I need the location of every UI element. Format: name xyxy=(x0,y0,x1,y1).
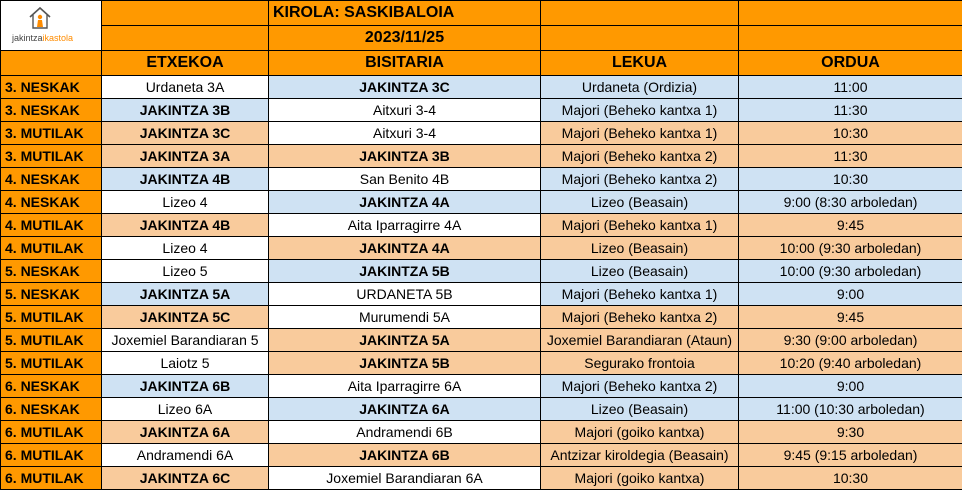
table-row xyxy=(1,99,962,122)
table-row xyxy=(1,421,962,444)
home-team-cell: Lizeo 4 xyxy=(102,191,269,214)
time-cell: 10:00 (9:30 arboledan) xyxy=(739,260,962,283)
title-row xyxy=(1,1,962,26)
home-team-cell: JAKINTZA 3C xyxy=(102,122,269,145)
category-cell: 5. MUTILAK xyxy=(1,306,102,329)
location-cell: Majori (Beheko kantxa 1) xyxy=(541,214,739,237)
location-cell: Majori (goiko kantxa) xyxy=(541,467,739,490)
category-cell: 5. MUTILAK xyxy=(1,329,102,352)
location-cell: Lizeo (Beasain) xyxy=(541,398,739,421)
location-cell: Lizeo (Beasain) xyxy=(541,237,739,260)
time-cell: 11:30 xyxy=(739,145,962,168)
table-row xyxy=(1,352,962,375)
time-cell: 9:45 (9:15 arboledan) xyxy=(739,444,962,467)
visitor-team-cell: JAKINTZA 5B xyxy=(269,352,541,375)
column-header-row xyxy=(1,51,962,76)
home-team-cell: Joxemiel Barandiaran 5 xyxy=(102,329,269,352)
table-row xyxy=(1,444,962,467)
location-cell: Majori (goiko kantxa) xyxy=(541,421,739,444)
visitor-team-cell: JAKINTZA 6A xyxy=(269,398,541,421)
sport-title: KIROLA: SASKIBALOIA xyxy=(269,1,541,26)
time-cell: 9:45 xyxy=(739,214,962,237)
category-cell: 3. MUTILAK xyxy=(1,122,102,145)
header-empty-cell xyxy=(739,1,962,26)
table-row xyxy=(1,122,962,145)
location-cell: Urdaneta (Ordizia) xyxy=(541,76,739,99)
table-row xyxy=(1,168,962,191)
table-row xyxy=(1,306,962,329)
table-row xyxy=(1,375,962,398)
home-team-cell: JAKINTZA 6A xyxy=(102,421,269,444)
date-row xyxy=(1,26,962,51)
category-cell: 4. NESKAK xyxy=(1,191,102,214)
visitor-team-cell: Aita Iparragirre 6A xyxy=(269,375,541,398)
home-team-cell: JAKINTZA 4B xyxy=(102,168,269,191)
category-cell: 6. MUTILAK xyxy=(1,467,102,490)
category-cell: 5. MUTILAK xyxy=(1,352,102,375)
visitor-team-cell: JAKINTZA 3B xyxy=(269,145,541,168)
home-team-cell: Andramendi 6A xyxy=(102,444,269,467)
home-team-cell: Laiotz 5 xyxy=(102,352,269,375)
category-cell: 3. NESKAK xyxy=(1,76,102,99)
category-cell: 5. NESKAK xyxy=(1,260,102,283)
location-cell: Majori (Beheko kantxa 2) xyxy=(541,306,739,329)
category-cell: 4. MUTILAK xyxy=(1,214,102,237)
table-row xyxy=(1,214,962,237)
home-team-cell: Lizeo 4 xyxy=(102,237,269,260)
table-row xyxy=(1,398,962,421)
location-cell: Antzizar kiroldegia (Beasain) xyxy=(541,444,739,467)
category-cell: 3. MUTILAK xyxy=(1,145,102,168)
date-label: 2023/11/25 xyxy=(269,26,541,51)
time-cell: 11:30 xyxy=(739,99,962,122)
location-cell: Majori (Beheko kantxa 1) xyxy=(541,99,739,122)
column-header-ordua: ORDUA xyxy=(739,51,962,76)
table-row xyxy=(1,76,962,99)
header-empty-cell xyxy=(541,26,739,51)
category-cell: 3. NESKAK xyxy=(1,99,102,122)
column-header-bisitaria: BISITARIA xyxy=(269,51,541,76)
location-cell: Majori (Beheko kantxa 2) xyxy=(541,168,739,191)
table-row xyxy=(1,260,962,283)
home-team-cell: JAKINTZA 4B xyxy=(102,214,269,237)
location-cell: Majori (Beheko kantxa 2) xyxy=(541,375,739,398)
visitor-team-cell: Joxemiel Barandiaran 6A xyxy=(269,467,541,490)
logo xyxy=(3,3,99,49)
home-team-cell: JAKINTZA 3B xyxy=(102,99,269,122)
table-row xyxy=(1,237,962,260)
visitor-team-cell: URDANETA 5B xyxy=(269,283,541,306)
time-cell: 9:00 (8:30 arboledan) xyxy=(739,191,962,214)
home-team-cell: Lizeo 6A xyxy=(102,398,269,421)
visitor-team-cell: Aita Iparragirre 4A xyxy=(269,214,541,237)
header-empty-cell xyxy=(102,26,269,51)
time-cell: 10:30 xyxy=(739,168,962,191)
time-cell: 9:00 xyxy=(739,375,962,398)
category-cell: 4. MUTILAK xyxy=(1,237,102,260)
category-cell: 6. NESKAK xyxy=(1,398,102,421)
home-team-cell: JAKINTZA 5C xyxy=(102,306,269,329)
time-cell: 9:30 xyxy=(739,421,962,444)
time-cell: 10:30 xyxy=(739,467,962,490)
home-team-cell: Urdaneta 3A xyxy=(102,76,269,99)
visitor-team-cell: Aitxuri 3-4 xyxy=(269,122,541,145)
visitor-team-cell: JAKINTZA 4A xyxy=(269,191,541,214)
time-cell: 9:45 xyxy=(739,306,962,329)
column-header-lekua: LEKUA xyxy=(541,51,739,76)
home-team-cell: JAKINTZA 3A xyxy=(102,145,269,168)
location-cell: Lizeo (Beasain) xyxy=(541,191,739,214)
location-cell: Majori (Beheko kantxa 2) xyxy=(541,145,739,168)
time-cell: 10:00 (9:30 arboledan) xyxy=(739,237,962,260)
header-empty-cell xyxy=(102,1,269,26)
visitor-team-cell: JAKINTZA 3C xyxy=(269,76,541,99)
time-cell: 10:20 (9:40 arboledan) xyxy=(739,352,962,375)
category-cell: 4. NESKAK xyxy=(1,168,102,191)
house-person-icon xyxy=(29,6,51,30)
visitor-team-cell: JAKINTZA 5A xyxy=(269,329,541,352)
visitor-team-cell: Andramendi 6B xyxy=(269,421,541,444)
table-row xyxy=(1,191,962,214)
location-cell: Lizeo (Beasain) xyxy=(541,260,739,283)
home-team-cell: JAKINTZA 5A xyxy=(102,283,269,306)
visitor-team-cell: San Benito 4B xyxy=(269,168,541,191)
header-empty-cell xyxy=(739,26,962,51)
time-cell: 11:00 xyxy=(739,76,962,99)
logo-text: jakintzaikastola xyxy=(12,33,73,43)
time-cell: 11:00 (10:30 arboledan) xyxy=(739,398,962,421)
time-cell: 9:00 xyxy=(739,283,962,306)
category-cell: 6. MUTILAK xyxy=(1,421,102,444)
category-cell: 6. NESKAK xyxy=(1,375,102,398)
column-header-etxekoa: ETXEKOA xyxy=(102,51,269,76)
location-cell: Majori (Beheko kantxa 1) xyxy=(541,283,739,306)
category-cell: 6. MUTILAK xyxy=(1,444,102,467)
header-empty-cell xyxy=(541,1,739,26)
table-row xyxy=(1,283,962,306)
time-cell: 10:30 xyxy=(739,122,962,145)
table-row xyxy=(1,467,962,490)
location-cell: Segurako frontoia xyxy=(541,352,739,375)
visitor-team-cell: JAKINTZA 4A xyxy=(269,237,541,260)
visitor-team-cell: JAKINTZA 5B xyxy=(269,260,541,283)
location-cell: Majori (Beheko kantxa 1) xyxy=(541,122,739,145)
home-team-cell: Lizeo 5 xyxy=(102,260,269,283)
category-cell: 5. NESKAK xyxy=(1,283,102,306)
table-row xyxy=(1,145,962,168)
home-team-cell: JAKINTZA 6B xyxy=(102,375,269,398)
home-team-cell: JAKINTZA 6C xyxy=(102,467,269,490)
visitor-team-cell: Aitxuri 3-4 xyxy=(269,99,541,122)
location-cell: Joxemiel Barandiaran (Ataun) xyxy=(541,329,739,352)
header-empty-cell xyxy=(1,51,102,76)
logo-cell xyxy=(1,1,102,51)
time-cell: 9:30 (9:00 arboledan) xyxy=(739,329,962,352)
visitor-team-cell: JAKINTZA 6B xyxy=(269,444,541,467)
visitor-team-cell: Murumendi 5A xyxy=(269,306,541,329)
table-row xyxy=(1,329,962,352)
